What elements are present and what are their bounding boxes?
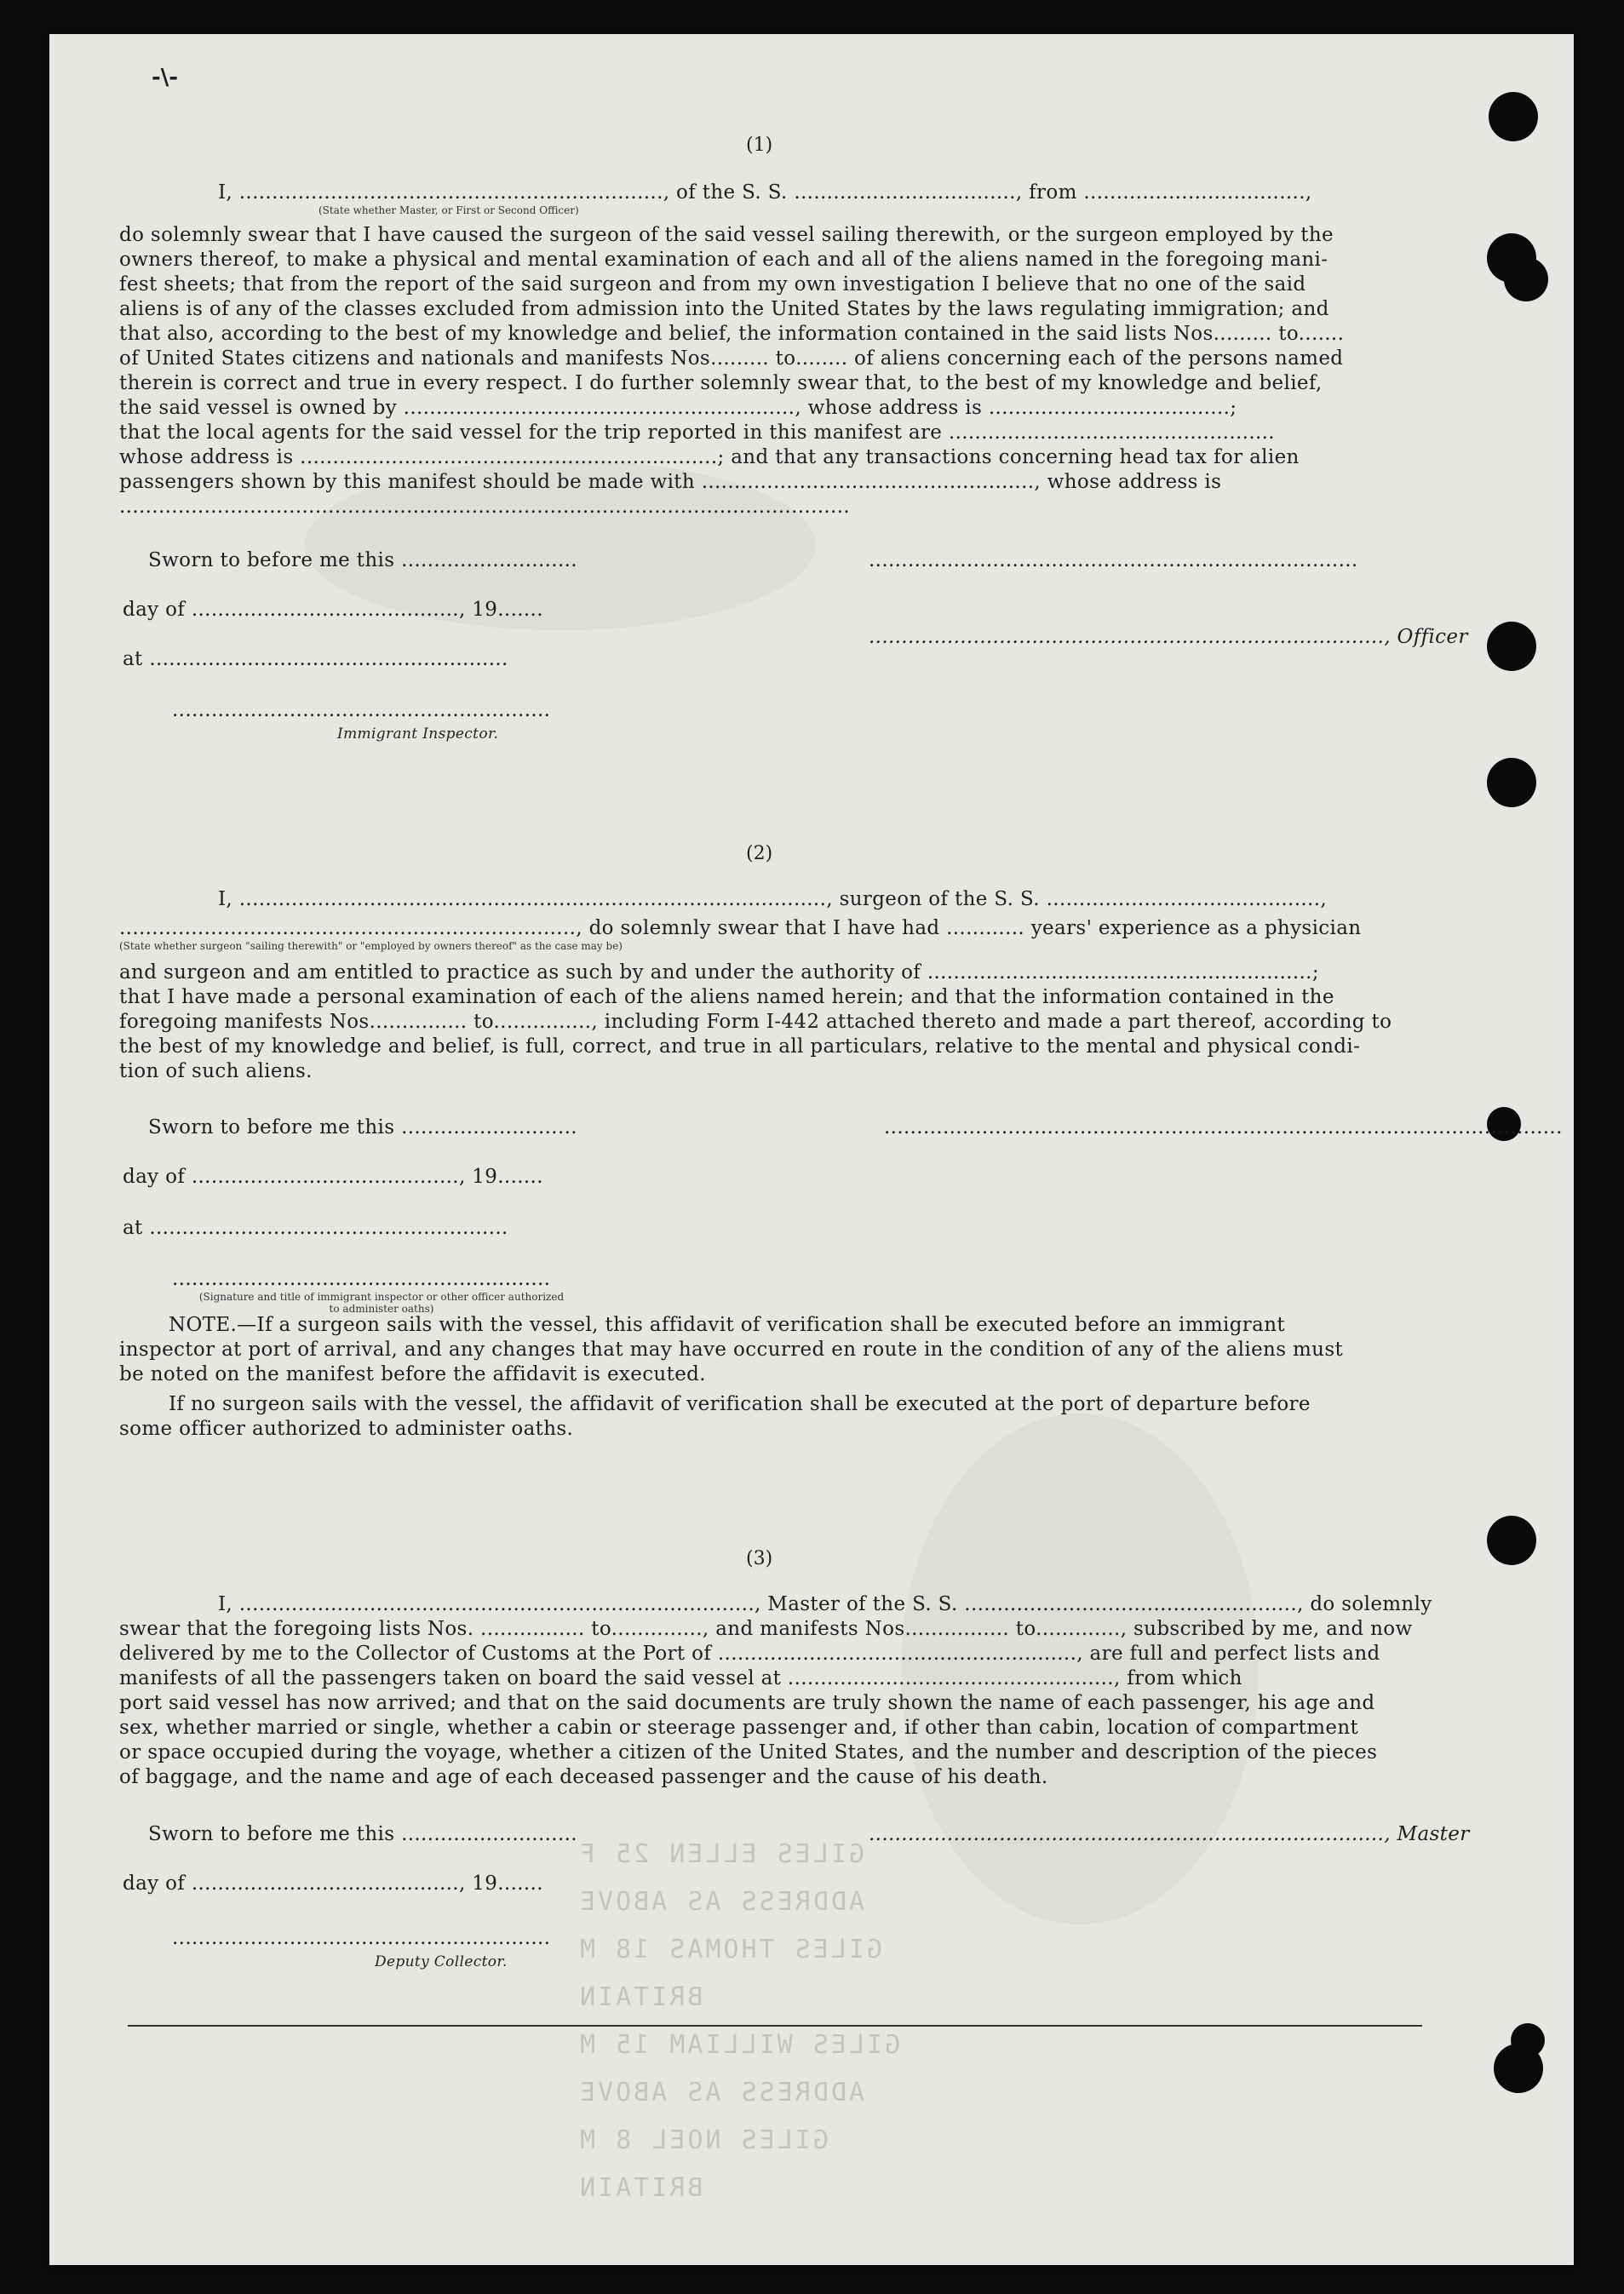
punch-hole [1504, 257, 1548, 301]
note-line: If no surgeon sails with the vessel, the affidavit of verification shall be executed at the port of departure before [169, 1393, 1311, 1415]
note-line: be noted on the manifest before the affidavit is executed. [119, 1363, 706, 1385]
bottom-rule [128, 2025, 1422, 2027]
day-line: day of ........................................., 19....... [123, 1872, 543, 1895]
note-line: some officer authorized to administer oaths. [119, 1418, 574, 1440]
bleed-through-line: ADDRESS AS ABOVE [577, 2078, 864, 2108]
section-3-line: of baggage, and the name and age of each deceased passenger and the cause of his death. [119, 1766, 1048, 1788]
punch-hole [1489, 92, 1538, 141]
section-1-line: passengers shown by this manifest should be made with ..................................................., whose address is [119, 471, 1222, 493]
section-1-line: owners thereof, to make a physical and mental examination of each and all of the aliens named in the foregoing mani- [119, 249, 1328, 271]
note-line: inspector at port of arrival, and any changes that may have occurred en route in the condition of any of the aliens must [119, 1339, 1344, 1361]
section-1-line: of United States citizens and nationals and manifests Nos......... to........ of aliens concerning each of the persons named [119, 347, 1344, 370]
officer-line: ..............................................................................., Officer [869, 626, 1468, 648]
section-1-line: fest sheets; that from the report of the said surgeon and from my own investigation I believe that no one of the said [119, 273, 1306, 295]
section-1-line: do solemnly swear that I have caused the surgeon of the said vessel sailing therewith, or the surgeon employed by the [119, 224, 1334, 246]
section-3-line: port said vessel has now arrived; and that on the said documents are truly shown the name of each passenger, his age and [119, 1692, 1375, 1714]
section-1-line: aliens is of any of the classes excluded from admission into the United States by the laws regulating immigration; and [119, 298, 1329, 320]
bleed-through-line: BRITAIN [577, 1982, 703, 2012]
inspector-label: Immigrant Inspector. [337, 725, 499, 743]
punch-hole [1487, 758, 1536, 807]
bleed-through-line: GILES THOMAS 18 M [577, 1935, 883, 1964]
section-3-line: I, ..............................................................................., Master of the S. S. ..................................................., do solemnly [218, 1593, 1432, 1615]
officer-upper-line: ........................................................................... [869, 549, 1358, 571]
bleed-through-line: ADDRESS AS ABOVE [577, 1887, 864, 1917]
bleed-through-line: GILES NOEL 8 M [577, 2125, 829, 2155]
sworn-line: Sworn to before me this ........................... [148, 1823, 577, 1845]
section-1-line: therein is correct and true in every respect. I do further solemnly swear that, to the best of my knowledge and belief, [119, 372, 1323, 394]
section-3-number: (3) [746, 1548, 773, 1569]
master-line: ..............................................................................., Master [869, 1823, 1470, 1845]
note-line: NOTE.—If a surgeon sails with the vessel, this affidavit of verification shall be executed before an immigrant [169, 1314, 1285, 1336]
section-1-note: (State whether Master, or First or Second Officer) [318, 204, 579, 216]
sworn-line: Sworn to before me this ........................... [148, 1116, 577, 1138]
document-page [49, 34, 1574, 2265]
section-1-line: the said vessel is owned by ............................................................, whose address is .....................................; [119, 397, 1237, 419]
section-3-line: sex, whether married or single, whether a cabin or steerage passenger and, if other than cabin, location of compartment [119, 1717, 1359, 1739]
section-1-line: that also, according to the best of my knowledge and belief, the information contained in the said lists Nos......... to....... [119, 323, 1345, 345]
section-3-line: delivered by me to the Collector of Customs at the Port of ......................................................., are full and perfect lists and [119, 1643, 1380, 1665]
punch-hole [1487, 1516, 1536, 1565]
section-2-line: that I have made a personal examination of each of the aliens named herein; and that the information contained in the [119, 986, 1334, 1008]
day-line: day of ........................................., 19....... [123, 1166, 543, 1188]
at-line: at ....................................................... [123, 1217, 508, 1239]
section-1-line: whose address is ................................................................; and that any transactions concerning head tax for alien [119, 446, 1300, 468]
day-line: day of ........................................., 19....... [123, 599, 543, 621]
section-2-line: ......................................................................, do solemnly swear that I have had ............ years' experience as a physician [119, 917, 1362, 939]
punch-hole [1487, 622, 1536, 671]
section-3-line: manifests of all the passengers taken on board the said vessel at .................................................., from which [119, 1667, 1242, 1689]
section-2-line: I, .........................................................................................., surgeon of the S. S. .........................................., [218, 888, 1328, 910]
section-1-number: (1) [746, 135, 773, 156]
section-1-line: that the local agents for the said vessel for the trip reported in this manifest are .................................................. [119, 422, 1275, 444]
section-2-line: tion of such aliens. [119, 1060, 313, 1082]
inspector-signature-line: .......................................................... [172, 699, 551, 721]
sworn-line: Sworn to before me this ........................... [148, 549, 577, 571]
bleed-through-line: GILES ELLEN 25 F [577, 1839, 864, 1869]
at-line: at ....................................................... [123, 648, 508, 670]
section-2-line: the best of my knowledge and belief, is full, correct, and true in all particulars, relative to the mental and physical condi- [119, 1035, 1361, 1058]
bleed-through-line: BRITAIN [577, 2173, 703, 2203]
section-2-number: (2) [746, 843, 773, 864]
punch-hole [1511, 2023, 1545, 2057]
collector-signature-line: .......................................................... [172, 1927, 551, 1949]
section-2-note: (State whether surgeon "sailing therewith" or "employed by owners thereof" as the case may be) [119, 940, 623, 952]
section-1-line: ................................................................................................................ [119, 496, 851, 518]
officer-line: ........................................................................................................ [884, 1116, 1563, 1138]
collector-label: Deputy Collector. [375, 1953, 508, 1970]
bleed-through-line: GILES WILLIAM 15 M [577, 2030, 901, 2060]
section-2-line: foregoing manifests Nos............... to..............., including Form I-442 attached thereto and made a part thereof, according to [119, 1011, 1392, 1033]
section-3-line: swear that the foregoing lists Nos. ................ to.............., and manifests Nos................ to............., subscribed by me, and now [119, 1618, 1413, 1640]
section-1-line: I, ................................................................., of the S. S. .................................., from .................................., [218, 181, 1312, 204]
inspector-signature-line: .......................................................... [172, 1268, 551, 1290]
section-2-line: and surgeon and am entitled to practice as such by and under the authority of ...........................................................; [119, 961, 1319, 984]
top-mark: -\- [152, 65, 179, 90]
section-3-line: or space occupied during the voyage, whether a citizen of the United States, and the number and description of the pieces [119, 1741, 1378, 1764]
inspector-label: (Signature and title of immigrant inspector or other officer authorized to administer oaths) [198, 1291, 565, 1315]
